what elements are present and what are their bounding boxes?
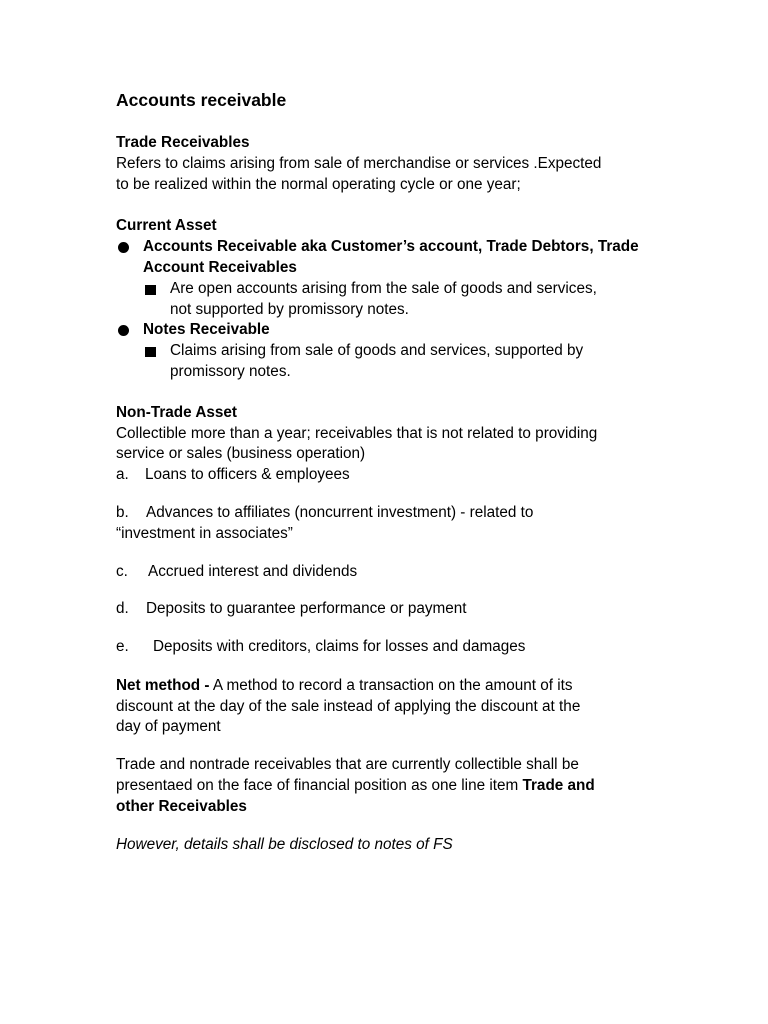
net-method-definition: A method to record a transaction on the amount of its bbox=[209, 677, 573, 694]
square-bullet-icon bbox=[145, 285, 156, 295]
summary-line-2-text: presentaed on the face of financial position as one line item bbox=[116, 777, 523, 794]
list-item-text: Deposits to guarantee performance or payment bbox=[146, 600, 467, 617]
net-method-line-1 bbox=[116, 676, 656, 697]
bullet-dot-icon bbox=[118, 242, 129, 253]
net-method-line-2: discount at the day of the sale instead of applying the discount at the bbox=[116, 698, 581, 715]
bullet-accounts-receivable-line-2: Account Receivables bbox=[143, 259, 297, 276]
list-item-letter: e. bbox=[116, 638, 129, 655]
square-bullet-icon bbox=[145, 347, 156, 357]
bullet-accounts-receivable-line-1: Accounts Receivable aka Customer’s account, Trade Debtors, Trade bbox=[143, 238, 639, 255]
disclosure-note: However, details shall be disclosed to notes of FS bbox=[116, 836, 453, 853]
page-title: Accounts receivable bbox=[116, 90, 287, 110]
summary-line-1: Trade and nontrade receivables that are currently collectible shall be bbox=[116, 756, 579, 773]
sub-bullet-open-accounts-line-2: not supported by promissory notes. bbox=[170, 301, 409, 318]
list-item-text-continued: “investment in associates” bbox=[116, 525, 293, 542]
list-item-letter: c. bbox=[116, 563, 128, 580]
bullet-dot-icon bbox=[118, 325, 129, 336]
list-item-text: Loans to officers & employees bbox=[145, 466, 350, 483]
bullet-notes-receivable-line-1: Notes Receivable bbox=[143, 321, 270, 338]
list-item-letter: a. bbox=[116, 466, 129, 483]
summary-line-2 bbox=[116, 776, 656, 797]
sub-bullet-open-accounts-line-1: Are open accounts arising from the sale of goods and services, bbox=[170, 280, 597, 297]
list-item-text: Advances to affiliates (noncurrent investment) - related to bbox=[146, 504, 534, 521]
non-trade-line-1: Collectible more than a year; receivables that is not related to providing bbox=[116, 425, 598, 442]
non-trade-asset-heading: Non-Trade Asset bbox=[116, 404, 237, 421]
list-item-letter: b. bbox=[116, 504, 129, 521]
net-method-line-3: day of payment bbox=[116, 718, 221, 735]
trade-receivables-line-1: Refers to claims arising from sale of merchandise or services .Expected bbox=[116, 155, 602, 172]
summary-line-3: other Receivables bbox=[116, 798, 247, 815]
summary-line-2-emphasis: Trade and bbox=[522, 777, 595, 794]
list-item-letter: d. bbox=[116, 600, 129, 617]
net-method-term: Net method - bbox=[116, 677, 210, 694]
current-asset-heading: Current Asset bbox=[116, 217, 217, 234]
trade-receivables-line-2: to be realized within the normal operating cycle or one year; bbox=[116, 176, 521, 193]
list-item-text: Deposits with creditors, claims for losses and damages bbox=[153, 638, 526, 655]
list-item-text: Accrued interest and dividends bbox=[148, 563, 358, 580]
trade-receivables-heading: Trade Receivables bbox=[116, 134, 250, 151]
sub-bullet-claims-line-2: promissory notes. bbox=[170, 363, 291, 380]
non-trade-line-2: service or sales (business operation) bbox=[116, 445, 366, 462]
sub-bullet-claims-line-1: Claims arising from sale of goods and services, supported by bbox=[170, 342, 584, 359]
